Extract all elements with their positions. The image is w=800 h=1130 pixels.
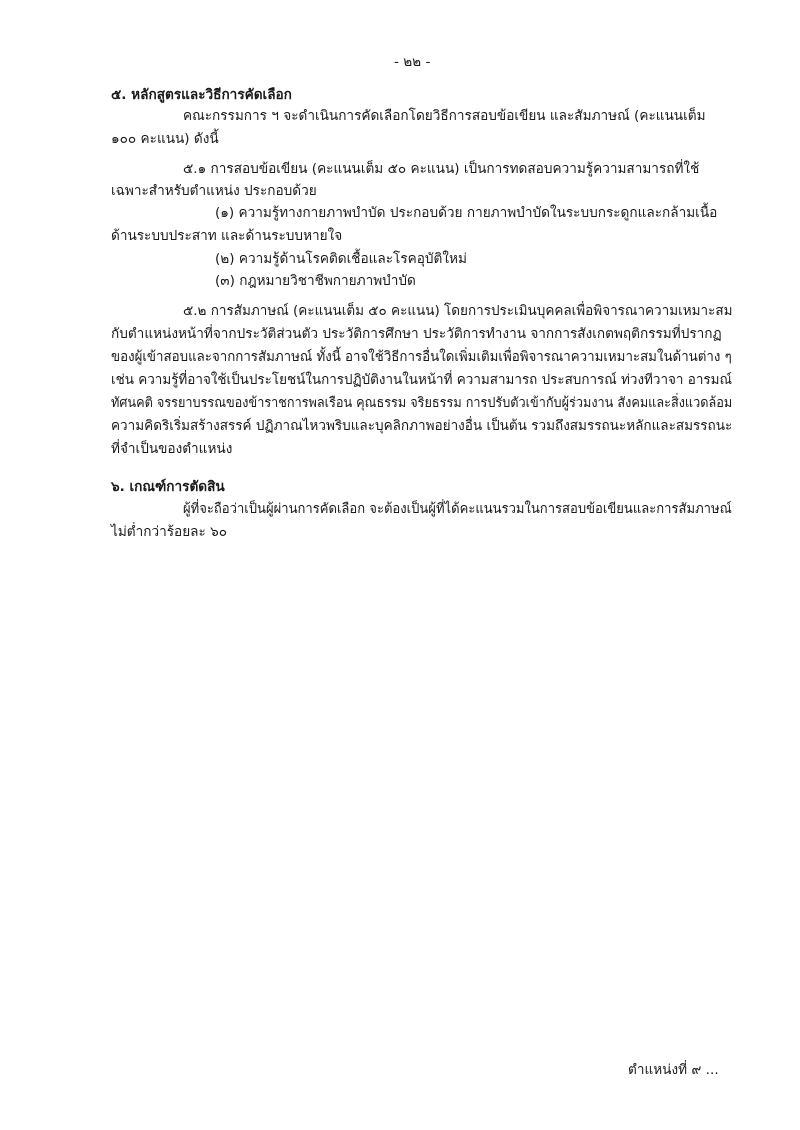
page-number: - ๒๒ - bbox=[394, 54, 431, 70]
section-5-intro-line-1: คณะกรรมการ ฯ จะดำเนินการคัดเลือกโดยวิธีการสอบข้อเขียน และสัมภาษณ์ (คะแนนเต็ม bbox=[183, 108, 706, 124]
section-6-line-1: ผู้ที่จะถือว่าเป็นผู้ผ่านการคัดเลือก จะต้องเป็นผู้ที่ได้คะแนนรวมในการสอบข้อเขียนและการสัมภาษณ์ bbox=[183, 501, 732, 517]
exam-item-3: (๓) กฎหมายวิชาชีพกายภาพบำบัด bbox=[215, 273, 416, 289]
subsection-5-2-line-7: ที่จำเป็นของตำแหน่ง bbox=[111, 441, 233, 457]
subsection-5-2-line-2: กับตำแหน่งหน้าที่จากประวัติส่วนตัว ประวัติการศึกษา ประวัติการทำงาน จากการสังเกตพฤติกรรมที่ปรากฏ bbox=[111, 326, 722, 342]
subsection-5-2-line-6: ความคิดริเริ่มสร้างสรรค์ ปฏิภาณไหวพริบและบุคลิกภาพอย่างอื่น เป็นต้น รวมถึงสมรรถนะหลักและสมรรถนะ bbox=[111, 418, 733, 434]
section-6-heading: ๖. เกณฑ์การตัดสิน bbox=[111, 479, 225, 495]
subsection-5-2-line-4: เช่น ความรู้ที่อาจใช้เป็นประโยชน์ในการปฏิบัติงานในหน้าที่ ความสามารถ ประสบการณ์ ท่วงทีวาจา อารมณ์ bbox=[111, 372, 732, 388]
subsection-5-2-line-5: ทัศนคติ จรรยาบรรณของข้าราชการพลเรือน คุณธรรม จริยธรรม การปรับตัวเข้ากับผู้ร่วมงาน สังคมและสิ่งแวดล้อม bbox=[111, 395, 733, 411]
subsection-5-2-line-1: ๕.๒ การสัมภาษณ์ (คะแนนเต็ม ๕๐ คะแนน) โดยการประเมินบุคคลเพื่อพิจารณาความเหมาะสม bbox=[183, 303, 733, 319]
section-5-heading: ๕. หลักสูตรและวิธีการคัดเลือก bbox=[111, 87, 292, 103]
section-5-intro-line-2: ๑๐๐ คะแนน) ดังนี้ bbox=[111, 131, 219, 147]
subsection-5-1-line-2: เฉพาะสำหรับตำแหน่ง ประกอบด้วย bbox=[111, 183, 317, 199]
subsection-5-1-line-1: ๕.๑ การสอบข้อเขียน (คะแนนเต็ม ๕๐ คะแนน) เป็นการทดสอบความรู้ความสามารถที่ใช้ bbox=[183, 161, 700, 177]
subsection-5-2-line-3: ของผู้เข้าสอบและจากการสัมภาษณ์ ทั้งนี้ อาจใช้วิธีการอื่นใดเพิ่มเติมเพื่อพิจารณาความเหมาะสมในด้านต่าง ๆ bbox=[111, 349, 732, 365]
exam-item-1-line-1: (๑) ความรู้ทางกายภาพบำบัด ประกอบด้วย กายภาพบำบัดในระบบกระดูกและกล้ามเนื้อ bbox=[215, 205, 718, 221]
section-6-line-2: ไม่ต่ำกว่าร้อยละ ๖๐ bbox=[111, 524, 228, 540]
exam-item-1-line-2: ด้านระบบประสาท และด้านระบบหายใจ bbox=[111, 228, 343, 244]
continuation-note: ตำแหน่งที่ ๙ ... bbox=[628, 1062, 719, 1078]
exam-item-2: (๒) ความรู้ด้านโรคติดเชื้อและโรคอุบัติใหม่ bbox=[215, 251, 467, 267]
